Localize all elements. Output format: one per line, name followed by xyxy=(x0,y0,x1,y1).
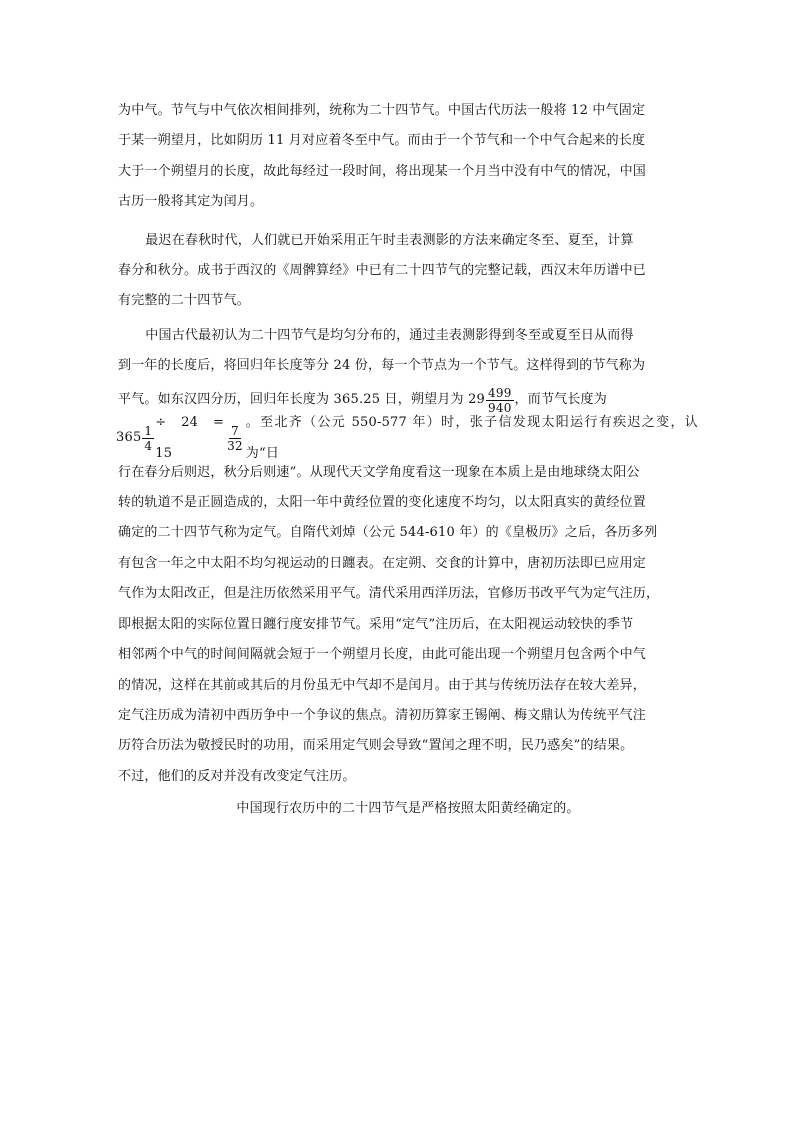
formula-integer: 365 xyxy=(116,430,142,446)
fraction xyxy=(142,424,154,453)
text-line: 不过，他们的反对并没有改变定气注历。 xyxy=(118,768,356,784)
text-line: 的情况，这样在其前或其后的月份虽无中气却不是闰月。由于其与传统历法存在较大差异， xyxy=(118,677,647,693)
fraction xyxy=(225,424,245,453)
text-line: 古历一般将其定为闰月。 xyxy=(118,194,264,210)
text-line: 气作为太阳改正，但是注历依然采用平气。清代采用西洋历法，官修历书改平气为定气注历， xyxy=(118,586,660,602)
text-line: 到一年的长度后，将回归年长度等分 24 份，每一个节点为一个节气。这样得到的节气称为 xyxy=(118,358,646,374)
text-line: 中国现行农历中的二十四节气是严格按照太阳黄经确定的。 xyxy=(236,801,580,817)
fraction-denominator: 32 xyxy=(227,439,243,454)
text-line: 最迟在春秋时代，人们就已开始采用正午时圭表测影的方法来确定冬至、夏至，计算 xyxy=(145,232,634,248)
text-line: 于某一朔望月，比如阴历 11 月对应着冬至中气。而由于一个节气和一个中气合起来的长度 xyxy=(118,133,646,149)
fraction-numerator: 1 xyxy=(144,424,153,439)
text-line: 大于一个朔望月的长度，故此每经过一段时间，将出现某一个月当中没有中气的情况，中国 xyxy=(118,163,647,179)
text-line: 行在春分后则迟，秋分后则速”。从现代天文学角度看这一现象在本质上是由地球绕太阳公 xyxy=(118,464,640,480)
text-line: 定气注历成为清初中西历争中一个争议的焦点。清初历算家王锡阐、梅文鼎认为传统平气注 xyxy=(118,707,647,723)
fraction-denominator: 940 xyxy=(488,401,512,416)
text-segment: ，而节气长度为 xyxy=(514,392,607,408)
formula-line xyxy=(116,415,698,461)
text-line: 中国古代最初认为二十四节气是均匀分布的，通过圭表测影得到冬至或夏至日从而得 xyxy=(145,327,634,343)
formula-operator: ÷ 24 = 15 xyxy=(155,415,225,461)
paragraph-1 xyxy=(118,96,698,218)
fraction-numerator: 499 xyxy=(488,386,512,401)
text-line: 即根据太阳的实际位置日躔行度安排节气。采用“定气”注历后，在太阳视运动较快的季节 xyxy=(118,616,634,632)
text-line: 转的轨道不是正圆造成的，太阳一年中黄经位置的变化速度不均匀，以太阳真实的黄经位置 xyxy=(118,495,647,511)
fraction-denominator: 4 xyxy=(144,439,153,454)
fraction-numerator: 7 xyxy=(231,424,239,439)
text-segment: 。至北齐（公元 550-577 年）时，张子信发现太阳运行有疾迟之变，认为“日 xyxy=(245,415,698,461)
text-line: 有完整的二十四节气。 xyxy=(118,293,251,309)
text-line: 相邻两个中气的时间间隔就会短于一个朔望月长度，由此可能出现一个朔望月包含两个中气 xyxy=(118,647,647,663)
text-line: 历符合历法为敬授民时的功用，而采用定气则会导致“置闰之理不明，民乃惑矣”的结果。 xyxy=(118,738,634,754)
text-line: 为中气。节气与中气依次相间排列，统称为二十四节气。中国古代历法一般将 12 中气固定 xyxy=(118,103,646,118)
text-line: 确定的二十四节气称为定气。自隋代刘焯（公元 544-610 年）的《皇极历》之后，各历多列 xyxy=(118,525,658,541)
paragraph-2 xyxy=(118,226,698,317)
text-line: 有包含一年之中太阳不均匀视运动的日躔表。在定朔、交食的计算中，唐初历法即已应用定 xyxy=(118,555,647,571)
document-page xyxy=(118,96,698,825)
text-segment: 平气。如东汉四分历，回归年长度为 365.25 日，朔望月为 29 xyxy=(118,392,486,408)
text-line: 春分和秋分。成书于西汉的《周髀算经》中已有二十四节气的完整记载，西汉末年历谱中已 xyxy=(118,263,647,279)
paragraph-4 xyxy=(118,794,698,824)
paragraph-3 xyxy=(118,321,698,792)
